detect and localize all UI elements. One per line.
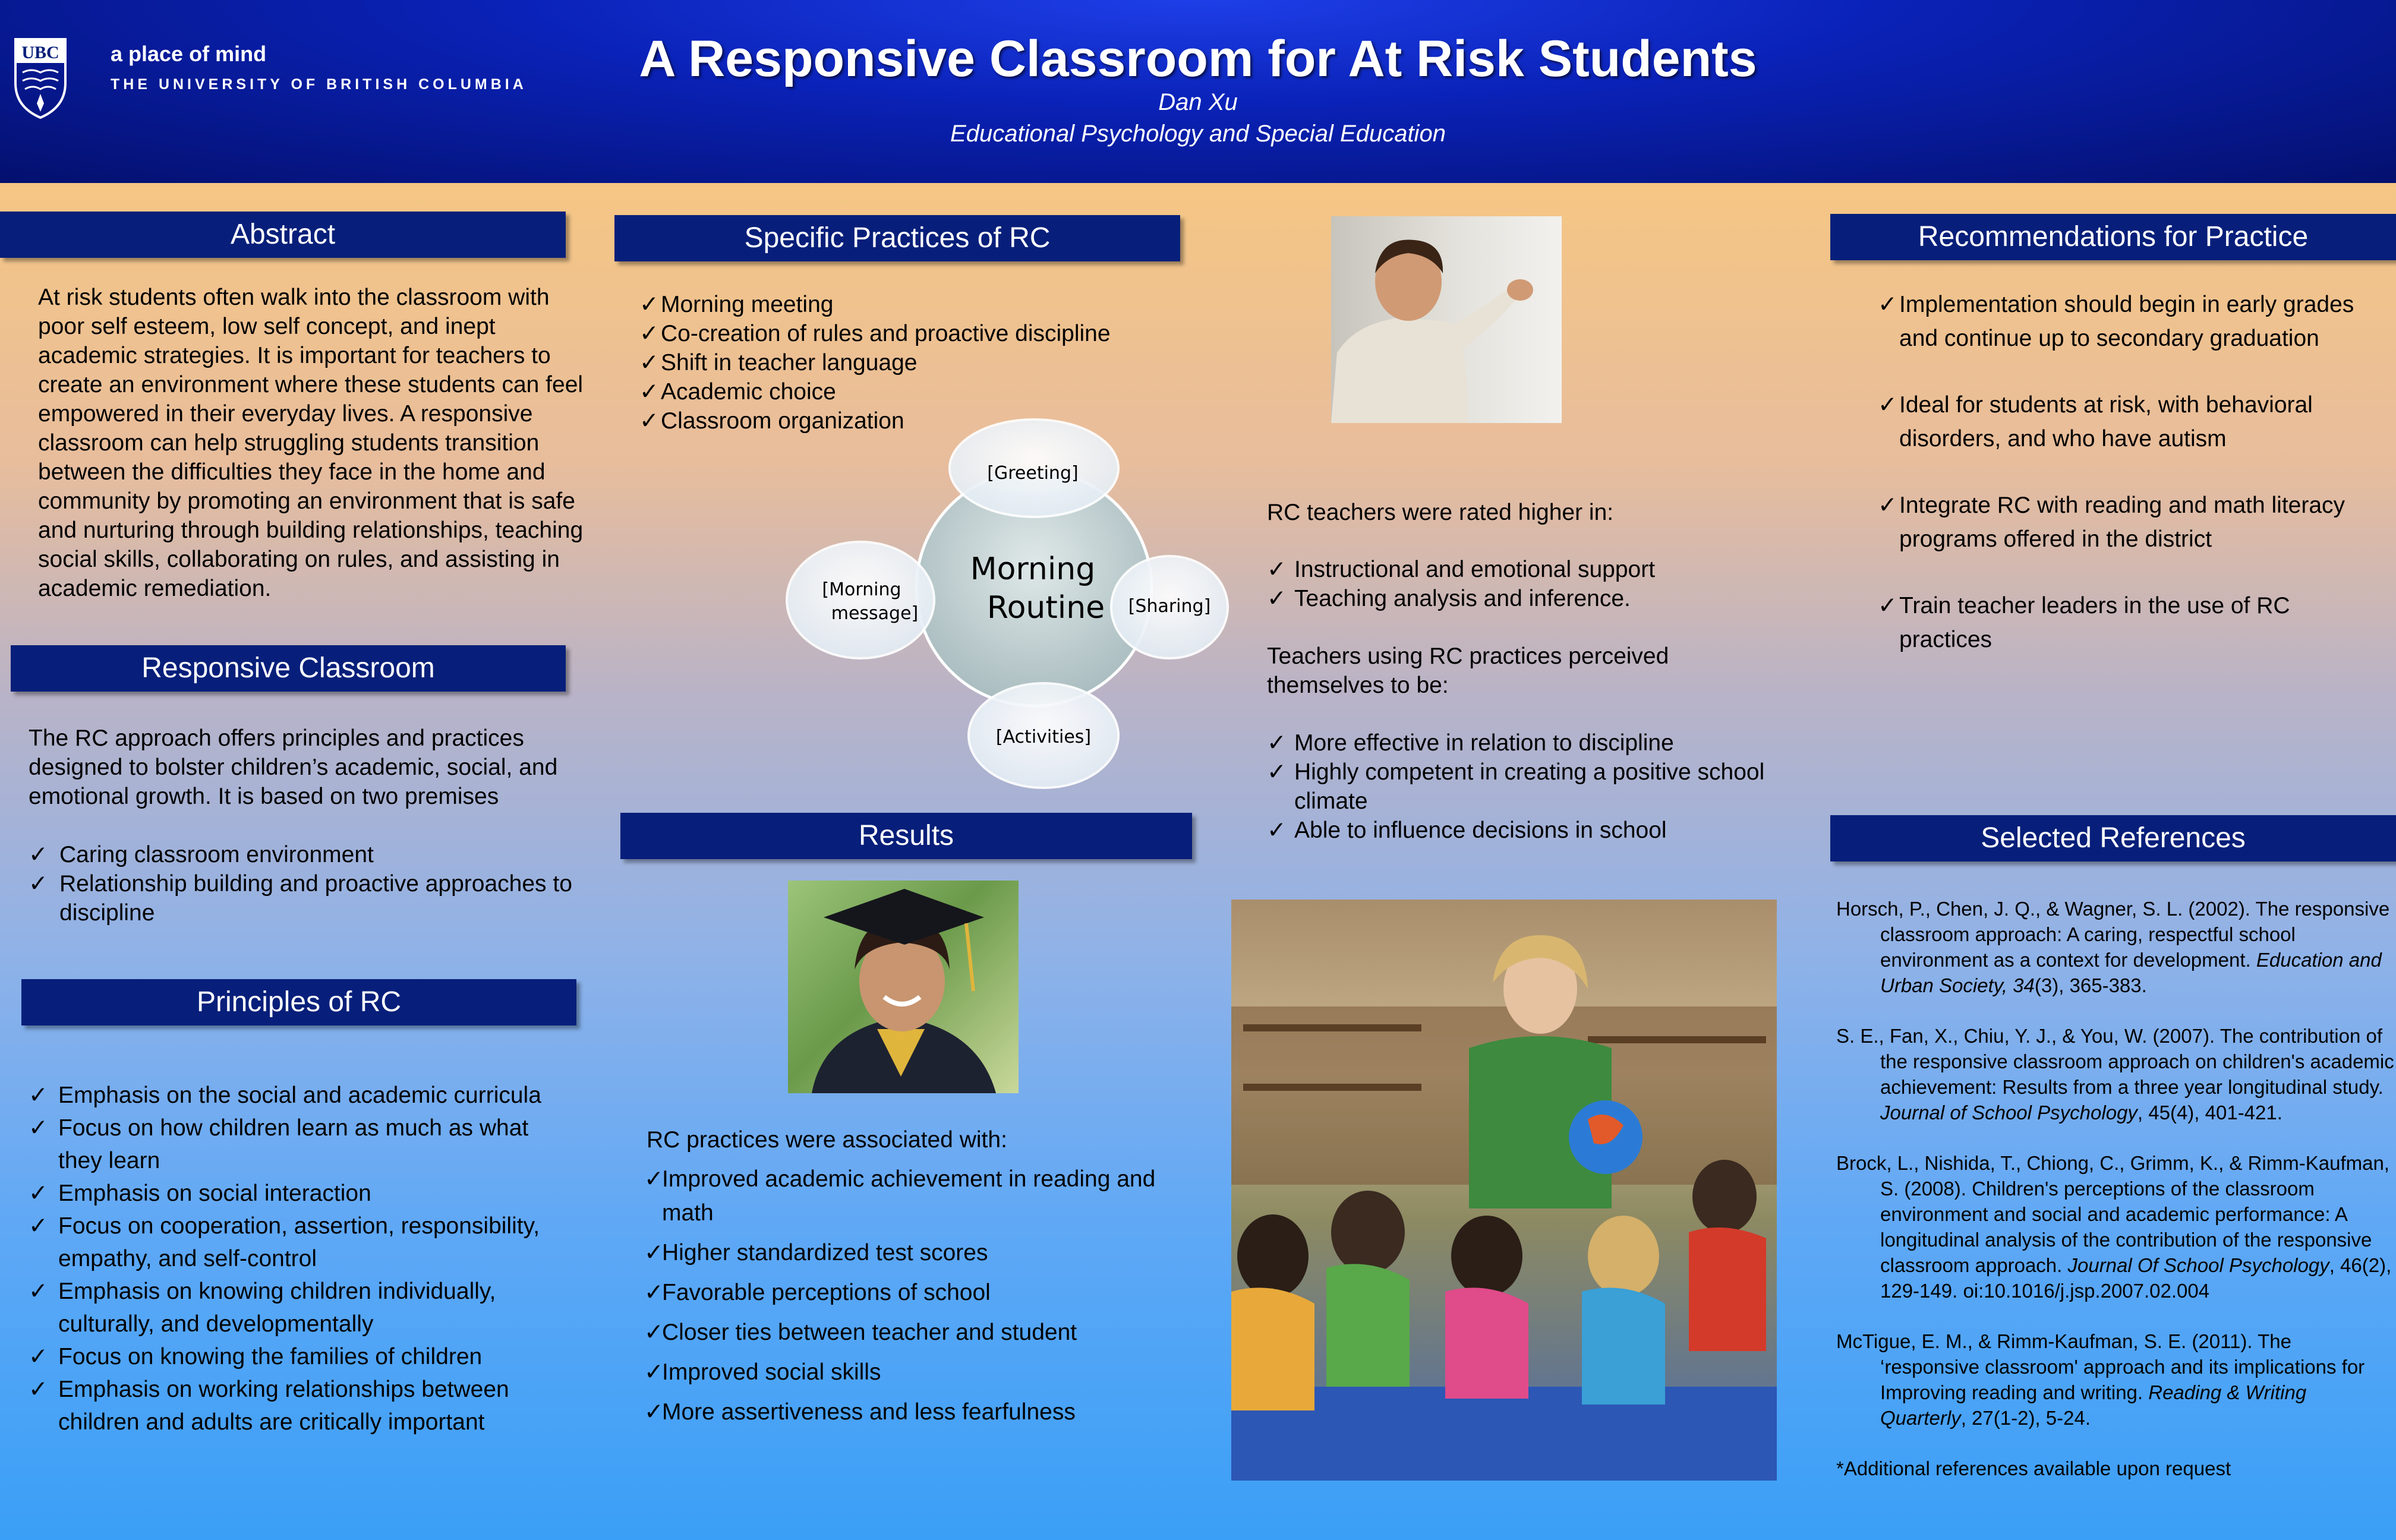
checkmark-icon: ✓ (644, 1359, 664, 1385)
list-item: ✓ More assertiveness and less fearfulness (644, 1395, 1203, 1429)
recommendations-list (1878, 288, 2389, 657)
list-item: ✓ Improved academic achievement in reading and math (644, 1162, 1203, 1230)
checkmark-icon: ✓ (639, 350, 659, 375)
center-label-1: Morning (970, 551, 1096, 587)
checkmark-icon: ✓ (644, 1320, 664, 1345)
list-item: ✓ Focus on how children learn as much as what they learn (29, 1112, 575, 1177)
checkmark-icon: ✓ (644, 1280, 664, 1305)
findings-intro-1: RC teachers were rated higher in: (1267, 500, 1614, 525)
reference-item: Brock, L., Nishida, T., Chiong, C., Grimm, K., & Rimm-Kaufman, S. (2008). Children's perceptions of the classroom environment and social and academic performance: A longitudinal analysis of the contribution of the responsive classroom approach. Journal Of School Psychology, 46(2), 129-149. oi:10.1016/j.jsp.2007.02.004 (1836, 1152, 2392, 1302)
checkmark-icon: ✓ (29, 1279, 48, 1304)
findings-list-1 (1267, 555, 1790, 613)
references-list (1836, 896, 2395, 1481)
abstract-text: At risk students often walk into the classroom with poor self esteem, low self concept, and inept academic strategies. It is important for teachers to create an environment where these students can feel empowered in their everyday lives. A responsive classroom can help struggling students transition between the difficulties they face in the home and community by promoting an environment that is safe and nurturing through building relationships, teaching social skills, collaborating on rules, and assisting in academic remediation. (38, 285, 584, 601)
message-circle (787, 542, 934, 658)
reference-item: McTigue, E. M., & Rimm-Kaufman, S. E. (2011). The ‘responsive classroom' approach and its implications for Improving reading and writing. Reading & Writing Quarterly, 27(1-2), 5-24. (1836, 1330, 2365, 1429)
greeting-label: [Greeting] (987, 463, 1079, 484)
checkmark-icon: ✓ (644, 1166, 664, 1192)
list-item: ✓ Integrate RC with reading and math literacy programs offered in the district (1878, 488, 2389, 556)
poster-title: A Responsive Classroom for At Risk Students (639, 30, 1757, 87)
list-item: ✓ Academic choice (639, 377, 1186, 406)
results-list (644, 1162, 1203, 1435)
list-item: ✓ Able to influence decisions in school (1267, 816, 1790, 845)
header-banner (0, 0, 2396, 183)
list-item: ✓ Focus on knowing the families of children (29, 1340, 575, 1373)
checkmark-icon: ✓ (1267, 759, 1287, 785)
checkmark-icon: ✓ (1878, 493, 1897, 518)
author: Dan Xu (1158, 89, 1238, 115)
university-name: THE UNIVERSITY OF BRITISH COLUMBIA (111, 76, 527, 93)
list-item: ✓ Classroom organization (639, 406, 1186, 436)
list-item: ✓ Implementation should begin in early grades and continue up to secondary graduation (1878, 288, 2389, 355)
checkmark-icon: ✓ (29, 1115, 48, 1141)
abstract-heading: Abstract (0, 212, 566, 258)
list-item: ✓ Higher standardized test scores (644, 1236, 1203, 1270)
logo-text: UBC (21, 43, 59, 62)
list-item: ✓ Ideal for students at risk, with behavioral disorders, and who have autism (1878, 388, 2389, 456)
responsive-classroom-heading: Responsive Classroom (11, 645, 566, 692)
list-item: ✓ Shift in teacher language (639, 348, 1186, 377)
checkmark-icon: ✓ (29, 1083, 48, 1108)
checkmark-icon: ✓ (644, 1240, 664, 1266)
department: Educational Psychology and Special Education (950, 121, 1446, 147)
principles-list (29, 1079, 575, 1438)
checkmark-icon: ✓ (639, 408, 659, 434)
checkmark-icon: ✓ (29, 1377, 48, 1402)
checkmark-icon: ✓ (29, 1213, 48, 1239)
list-item: ✓ Morning meeting (639, 290, 1186, 319)
list-item: ✓ Focus on cooperation, assertion, responsibility, empathy, and self-control (29, 1210, 575, 1275)
references-heading: Selected References (1830, 815, 2396, 861)
message-label-1: [Morning (822, 579, 901, 600)
activities-label: [Activities] (995, 727, 1092, 747)
principles-heading: Principles of RC (21, 979, 576, 1025)
ubc-logo (11, 37, 70, 120)
checkmark-icon: ✓ (639, 379, 659, 405)
findings-list-2 (1267, 728, 1790, 845)
checkmark-icon: ✓ (1878, 292, 1897, 317)
references-note: *Additional references available upon request (1836, 1457, 2231, 1479)
list-item: ✓ Emphasis on working relationships between children and adults are critically important (29, 1373, 575, 1438)
practices-heading: Specific Practices of RC (614, 215, 1180, 261)
checkmark-icon: ✓ (644, 1399, 664, 1425)
checkmark-icon: ✓ (29, 871, 48, 897)
reference-item: Horsch, P., Chen, J. Q., & Wagner, S. L. (2002). The responsive classroom approach: A caring, respectful school environment as a context for development. Education and Urban Society, 34(3), 365-383. (1836, 898, 2390, 996)
premises-list (29, 840, 575, 927)
message-label-2: message] (831, 603, 919, 624)
list-item: ✓ More effective in relation to discipline (1267, 728, 1790, 758)
graduate-photo (788, 881, 1019, 1093)
list-item: ✓ Co-creation of rules and proactive discipline (639, 319, 1186, 348)
list-item: ✓ Teaching analysis and inference. (1267, 584, 1790, 613)
list-item: ✓ Highly competent in creating a positive school climate (1267, 758, 1790, 816)
classroom-photo (1231, 900, 1777, 1481)
results-heading: Results (620, 813, 1192, 859)
tagline: a place of mind (111, 42, 267, 66)
practices-list (639, 290, 1186, 436)
checkmark-icon: ✓ (1267, 586, 1287, 611)
list-item: ✓ Caring classroom environment (29, 840, 575, 869)
list-item: ✓ Instructional and emotional support (1267, 555, 1790, 584)
checkmark-icon: ✓ (1267, 730, 1287, 756)
list-item: ✓ Relationship building and proactive approaches to discipline (29, 869, 575, 927)
list-item: ✓ Emphasis on the social and academic curricula (29, 1079, 575, 1112)
results-intro: RC practices were associated with: (647, 1127, 1007, 1153)
checkmark-icon: ✓ (29, 842, 48, 867)
list-item: ✓ Train teacher leaders in the use of RC practices (1878, 589, 2389, 657)
list-item: ✓ Favorable perceptions of school (644, 1276, 1203, 1309)
list-item: ✓ Closer ties between teacher and student (644, 1315, 1203, 1349)
checkmark-icon: ✓ (29, 1181, 48, 1206)
checkmark-icon: ✓ (29, 1344, 48, 1369)
sharing-label: [Sharing] (1128, 596, 1211, 617)
teacher-photo (1331, 216, 1562, 423)
recommendations-heading: Recommendations for Practice (1830, 214, 2396, 260)
checkmark-icon: ✓ (1267, 818, 1287, 843)
checkmark-icon: ✓ (1878, 392, 1897, 418)
morning-routine-diagram (773, 416, 1248, 796)
checkmark-icon: ✓ (1878, 593, 1897, 618)
checkmark-icon: ✓ (1267, 557, 1287, 582)
list-item: ✓ Emphasis on social interaction (29, 1177, 575, 1210)
responsive-classroom-intro: The RC approach offers principles and practices designed to bolster children’s academic, social, and emotional growth. It is based on two premises (29, 725, 558, 809)
list-item: ✓ Improved social skills (644, 1355, 1203, 1389)
reference-item: S. E., Fan, X., Chiu, Y. J., & You, W. (2007). The contribution of the responsive classroom approach on children's academic achievement: Results from a three year longitudinal study. Journal of School Psychology, 45(4), 401-421. (1836, 1025, 2394, 1124)
list-item: ✓ Emphasis on knowing children individually, culturally, and developmentally (29, 1275, 575, 1340)
center-label-2: Routine (986, 590, 1105, 626)
checkmark-icon: ✓ (639, 292, 659, 317)
checkmark-icon: ✓ (639, 321, 659, 346)
findings-intro-2: Teachers using RC practices perceived themselves to be: (1267, 643, 1669, 698)
